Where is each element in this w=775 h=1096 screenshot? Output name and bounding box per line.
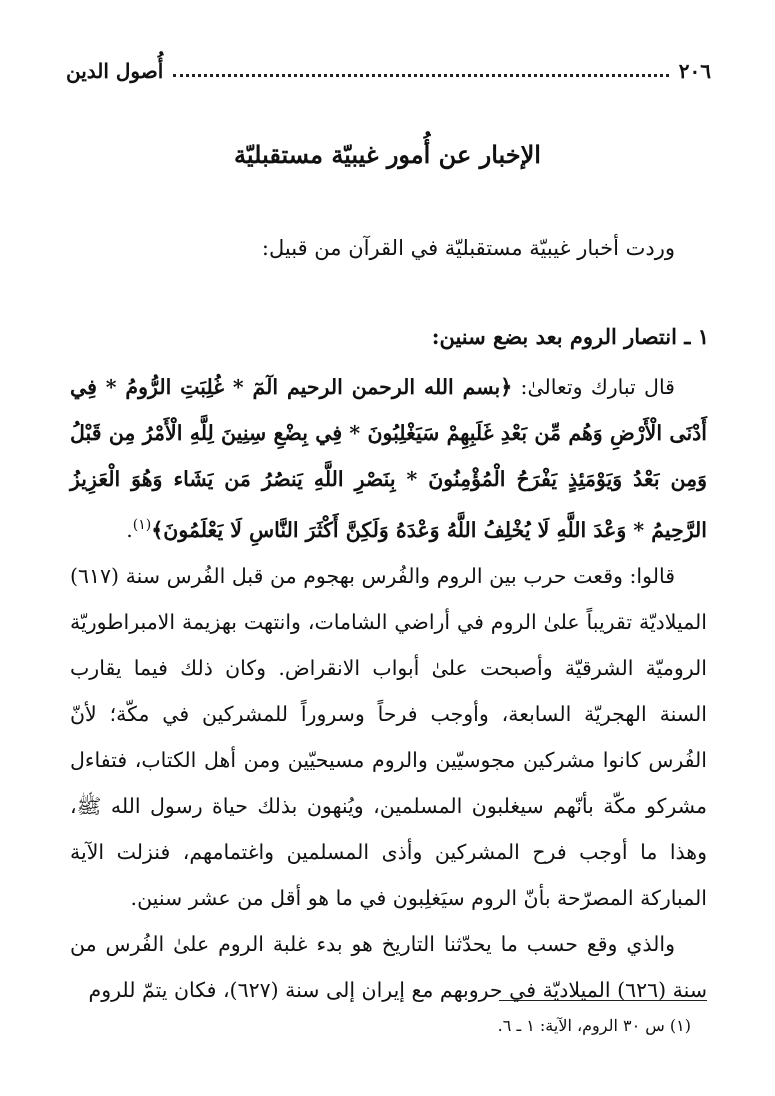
footnote-rule [499, 1000, 707, 1001]
quote-end: . [126, 517, 133, 542]
body-text [70, 364, 707, 1013]
quran-quote-paragraph [70, 364, 707, 553]
chapter-title: الإخبار عن أُمور غيبيّة مستقبليّة [234, 140, 541, 169]
footnote: (١) س ٣٠ الروم، الآية: ١ ـ ٦. [497, 1016, 691, 1035]
page-number: ٢٠٦ [678, 59, 711, 83]
book-title: أُصول الدين [66, 59, 164, 83]
running-header [66, 56, 711, 86]
history-paragraph-continued: والذي وقع حسب ما يحدّثنا التاريخ هو بدء غلبة الروم علىٰ الفُرس من سنة (٦٢٦) الميلاديّة في حروبهم مع إيران إلى سنة (٦٢٧)، فكان يتمّ للروم [70, 931, 707, 1002]
footnote-marker: (١) [132, 517, 152, 533]
header-dot-leader [173, 74, 668, 77]
quran-verses: ﴿بسم الله الرحمن الرحيم الٓمٓ * غُلِبَتِ الرُّومُ * فِي أَدْنَى الْأَرْضِ وَهُم مِّن بَعْدِ غَلَبِهِمْ سَيَغْلِبُونَ * فِي بِضْعِ سِنِينَ لِلَّهِ الْأَمْرُ مِن قَبْلُ وَمِن بَعْدُ وَيَوْمَئِذٍ يَفْرَحُ الْمُؤْمِنُونَ * بِنَصْرِ اللَّهِ يَنصُرُ مَن يَشَاء وَهُوَ الْعَزِيزُ الرَّحِيمُ * وَعْدَ اللَّهِ لَا يُخْلِفُ اللَّهُ وَعْدَهُ وَلَكِنَّ أَكْثَرَ النَّاسِ لَا يَعْلَمُونَ﴾ [70, 375, 707, 542]
quote-lead: قال تبارك وتعالىٰ: [512, 375, 675, 399]
history-paragraph: قالوا: وقعت حرب بين الروم والفُرس بهجوم من قبل الفُرس سنة (٦١٧) الميلاديّة تقريباً علىٰ الروم في أراضي الشامات، وانتهت بهزيمة الامبراطوريّة الروميّة الشرقيّة وأصبحت علىٰ أبواب الانقراض. وكان ذلك فيما يقارب السنة الهجريّة السابعة، وأوجب فرحاً وسروراً للمشركين في مكّة؛ لأنّ الفُرس كانوا مشركين مجوسيّين والروم مسيحيّين ومن أهل الكتاب، فتفاءل مشركو مكّة بأنّهم سيغلبون المسلمين، ويُنهون بذلك حياة رسول الله ﷺ، وهذا ما أوجب فرح المشركين وأذى المسلمين واغتمامهم، فنزلت الآية المباركة المصرّحة بأنّ الروم سيَغلِبون في ما هو أقل من عشر سنين. [70, 563, 707, 910]
intro-line: وردت أخبار غيبيّة مستقبليّة في القرآن من قبيل: [261, 236, 675, 260]
section-heading: ١ ـ انتصار الروم بعد بضع سنين: [431, 324, 709, 349]
